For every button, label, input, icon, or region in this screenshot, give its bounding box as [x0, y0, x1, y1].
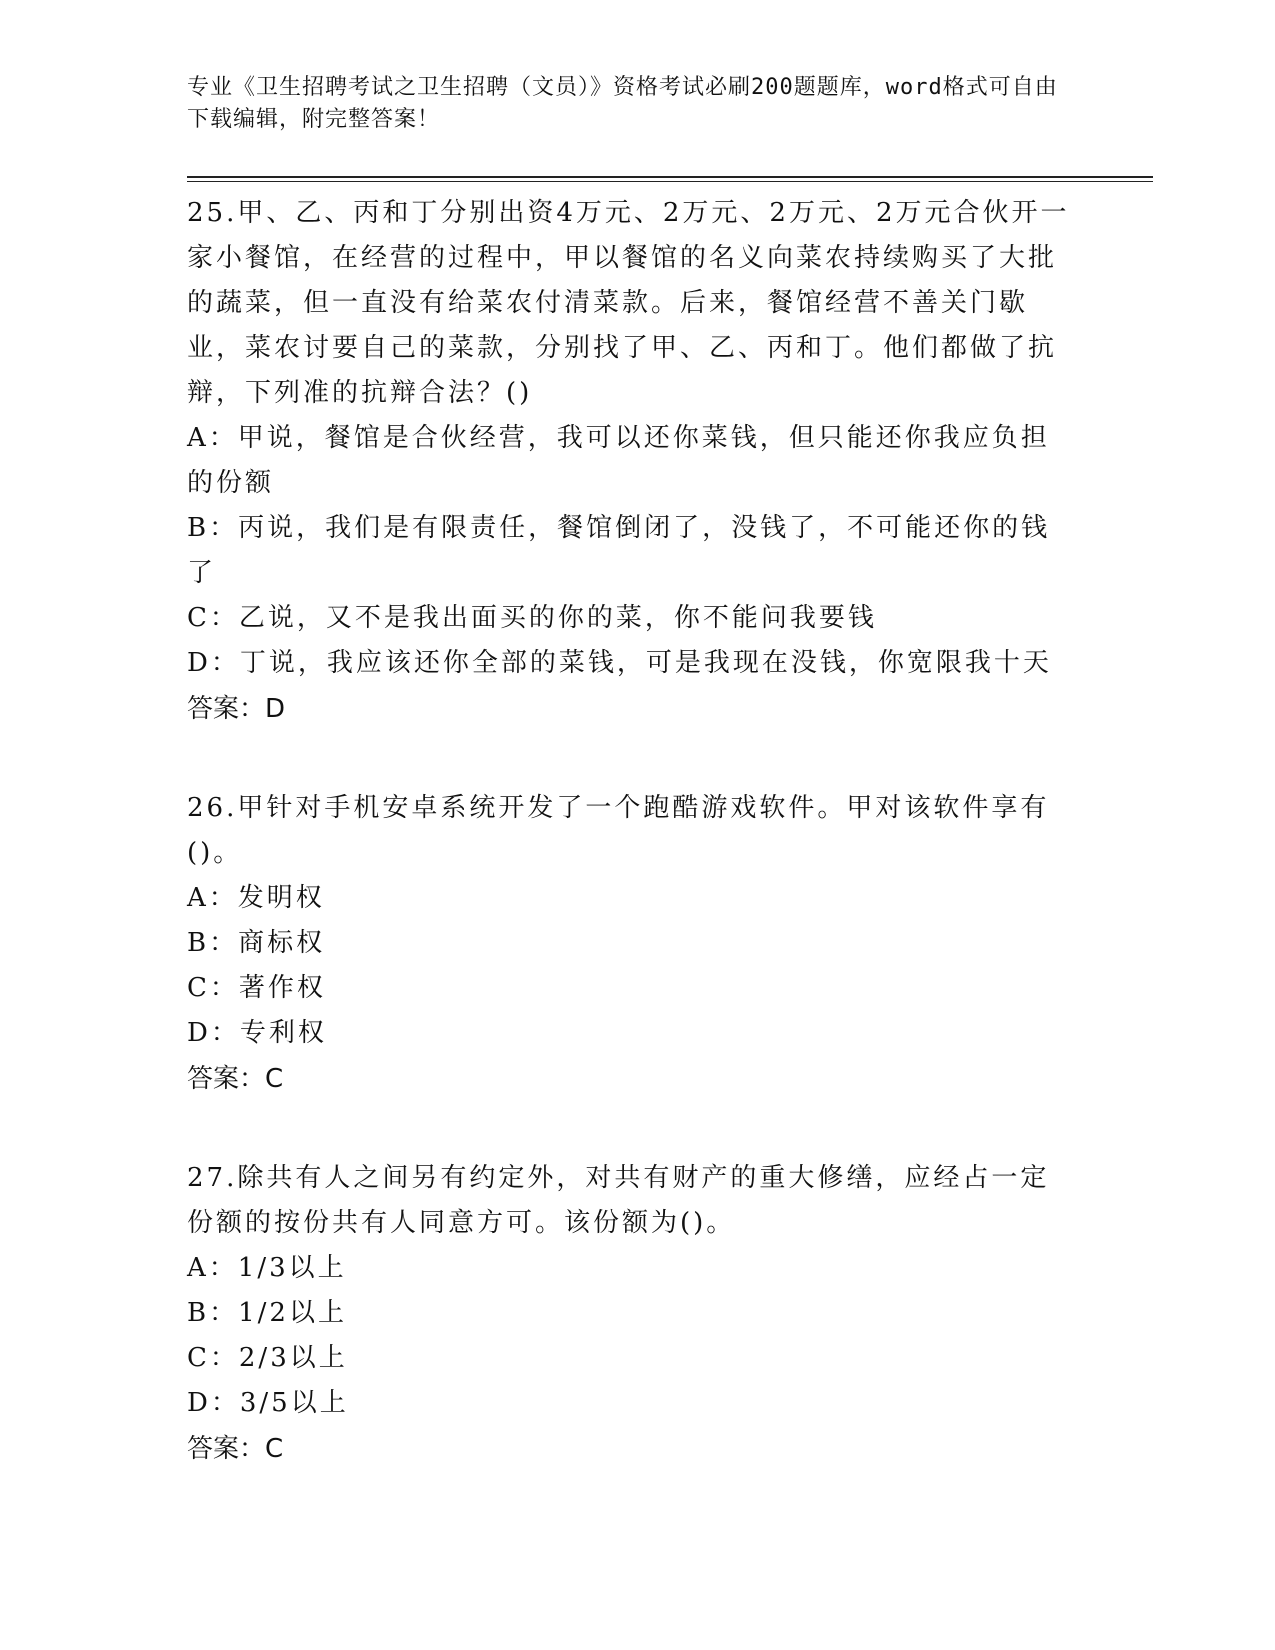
answer-line: 答案：C [187, 1434, 284, 1464]
option-d: D：专利权 [187, 1018, 327, 1048]
question-27 [187, 1156, 1077, 1472]
question-26 [187, 786, 1077, 1102]
answer-line: 答案：C [187, 1064, 284, 1094]
option-c: C：著作权 [187, 973, 326, 1003]
option-a: A：发明权 [187, 883, 325, 913]
option-d: D：丁说，我应该还你全部的菜钱，可是我现在没钱，你宽限我十天 [187, 648, 1052, 678]
header-divider-thin [187, 181, 1153, 182]
option-b: B：商标权 [187, 928, 326, 958]
option-b: B：1/2以上 [187, 1298, 347, 1328]
option-a: A：1/3以上 [187, 1253, 347, 1283]
option-d: D：3/5以上 [187, 1388, 349, 1418]
question-stem: 26.甲针对手机安卓系统开发了一个跑酷游戏软件。甲对该软件享有()。 [187, 793, 1050, 868]
option-a: A：甲说，餐馆是合伙经营，我可以还你菜钱，但只能还你我应负担的份额 [187, 423, 1050, 498]
question-list [187, 191, 1077, 1526]
option-c: C：乙说，又不是我出面买的你的菜，你不能问我要钱 [187, 603, 877, 633]
question-stem: 25.甲、乙、丙和丁分别出资4万元、2万元、2万元、2万元合伙开一家小餐馆，在经营的过程中，甲以餐馆的名义向菜农持续购买了大批的蔬菜，但一直没有给菜农付清菜款。后来，餐馆经营不善关门歇业，菜农讨要自己的菜款，分别找了甲、乙、丙和丁。他们都做了抗辩，下列准的抗辩合法？() [187, 198, 1070, 408]
header-divider-thick [187, 176, 1153, 178]
option-b: B：丙说，我们是有限责任，餐馆倒闭了，没钱了，不可能还你的钱了 [187, 513, 1051, 588]
header-title: 专业《卫生招聘考试之卫生招聘（文员）》资格考试必刷200题题库，word格式可自由下载编辑，附完整答案！ [187, 75, 1058, 132]
answer-line: 答案：D [187, 694, 286, 724]
document-header [187, 72, 1067, 136]
question-stem: 27.除共有人之间另有约定外，对共有财产的重大修缮，应经占一定份额的按份共有人同意方可。该份额为()。 [187, 1163, 1050, 1238]
option-c: C：2/3以上 [187, 1343, 348, 1373]
question-25 [187, 191, 1077, 732]
